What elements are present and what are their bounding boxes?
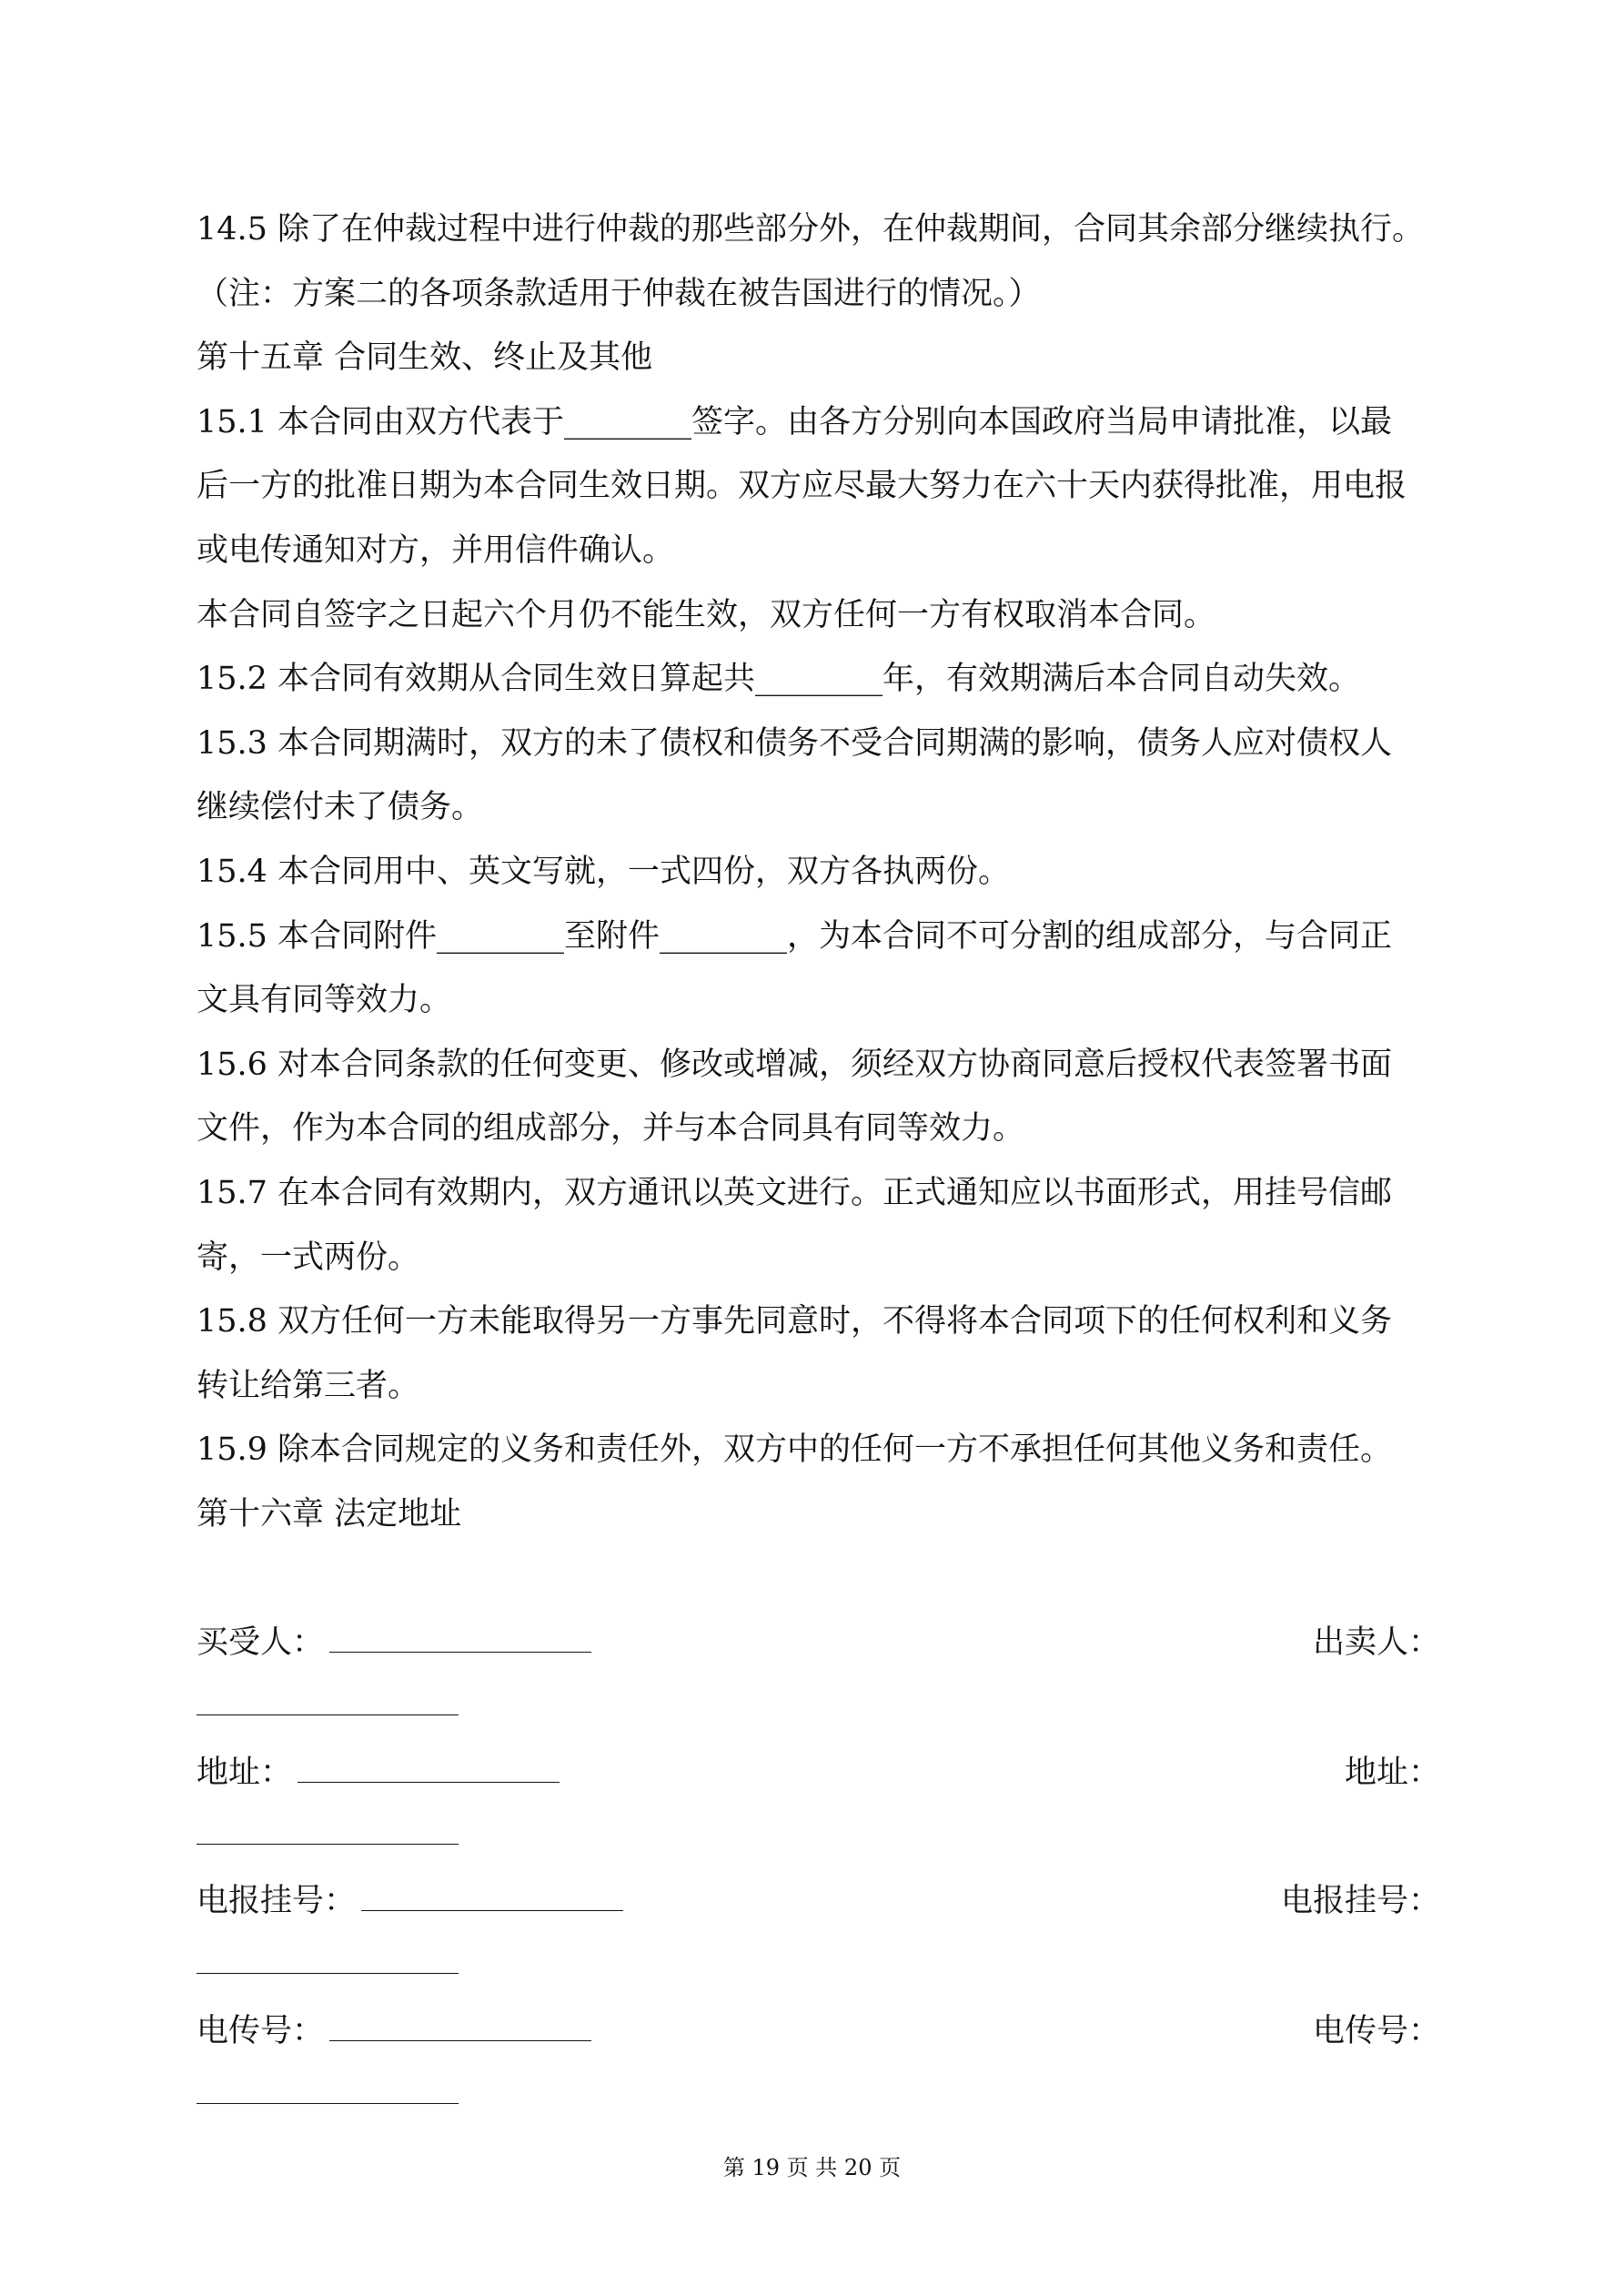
text-line: 15.7 在本合同有效期内，双方通讯以英文进行。正式通知应以书面形式，用挂号信邮: [197, 1174, 1393, 1211]
seller-telex-label: 电传号：: [1312, 2013, 1440, 2049]
address-label: 地址：: [197, 1755, 293, 1791]
text-line: 转让给第三者。: [197, 1367, 420, 1404]
seller-address-blank[interactable]: [197, 1844, 459, 1845]
text-line: 后一方的批准日期为本合同生效日期。双方应尽最大努力在六十天内获得批准，用电报: [197, 468, 1407, 505]
seller-telex-blank[interactable]: [197, 2103, 459, 2104]
text-line: 15.1 本合同由双方代表于________签字。由各方分别向本国政府当局申请批准，以最: [197, 403, 1393, 440]
text-line: 文具有同等效力。: [197, 982, 452, 1019]
text-line: 本合同自签字之日起六个月仍不能生效，双方任何一方有权取消本合同。: [197, 596, 1216, 633]
text-line: （注：方案二的各项条款适用于仲裁在被告国进行的情况。）: [197, 275, 1041, 312]
seller-address-label: 地址：: [1344, 1755, 1440, 1791]
buyer-address-field: [197, 1753, 560, 1793]
text-line: 15.5 本合同附件________至附件________，为本合同不可分割的组成部分，与合同正: [197, 917, 1393, 955]
telex-label: 电传号：: [197, 2013, 325, 2049]
text-line: 继续偿付未了债务。: [197, 789, 484, 826]
text-line: 15.4 本合同用中、英文写就，一式四份，双方各执两份。: [197, 853, 1011, 890]
contract-body: [197, 197, 1443, 1546]
seller-cable-blank[interactable]: [197, 1973, 459, 1974]
buyer-telex-blank[interactable]: [329, 2013, 591, 2041]
telex-row: [197, 2011, 1440, 2051]
seller-label: 出卖人：: [1312, 1624, 1440, 1661]
chapter-heading: 第十五章 合同生效、终止及其他: [197, 339, 653, 377]
buyer-field: [197, 1623, 591, 1663]
text-line: 15.2 本合同有效期从合同生效日算起共________年，有效期满后本合同自动失效。: [197, 661, 1361, 698]
address-row: [197, 1753, 1440, 1793]
text-line: 14.5 除了在仲裁过程中进行仲裁的那些部分外，在仲裁期间，合同其余部分继续执行。: [197, 211, 1425, 248]
chapter-heading: 第十六章 法定地址: [197, 1495, 462, 1532]
page-number: 第 19 页 共 20 页: [722, 2155, 902, 2180]
text-line: 15.8 双方任何一方未能取得另一方事先同意时，不得将本合同项下的任何权利和义务: [197, 1303, 1393, 1340]
buyer-blank[interactable]: [329, 1624, 591, 1653]
text-line: 15.3 本合同期满时，双方的未了债权和债务不受合同期满的影响，债务人应对债权人: [197, 724, 1393, 762]
cable-row: [197, 1881, 1440, 1921]
seller-blank[interactable]: [197, 1714, 459, 1715]
text-line: 15.6 对本合同条款的任何变更、修改或增减，须经双方协商同意后授权代表签署书面: [197, 1046, 1393, 1083]
text-line: 寄，一式两份。: [197, 1239, 420, 1276]
text-line: 15.9 除本合同规定的义务和责任外，双方中的任何一方不承担任何其他义务和责任。: [197, 1431, 1393, 1469]
buyer-cable-blank[interactable]: [361, 1883, 623, 1911]
buyer-address-blank[interactable]: [298, 1755, 560, 1783]
buyer-seller-row: [197, 1623, 1440, 1663]
buyer-cable-field: [197, 1881, 623, 1921]
text-line: 或电传通知对方，并用信件确认。: [197, 531, 675, 569]
cable-label: 电报挂号：: [197, 1883, 357, 1919]
buyer-label: 买受人：: [197, 1624, 325, 1661]
text-line: 文件，作为本合同的组成部分，并与本合同具有同等效力。: [197, 1110, 1025, 1148]
buyer-telex-field: [197, 2011, 591, 2051]
seller-cable-label: 电报挂号：: [1280, 1883, 1440, 1919]
